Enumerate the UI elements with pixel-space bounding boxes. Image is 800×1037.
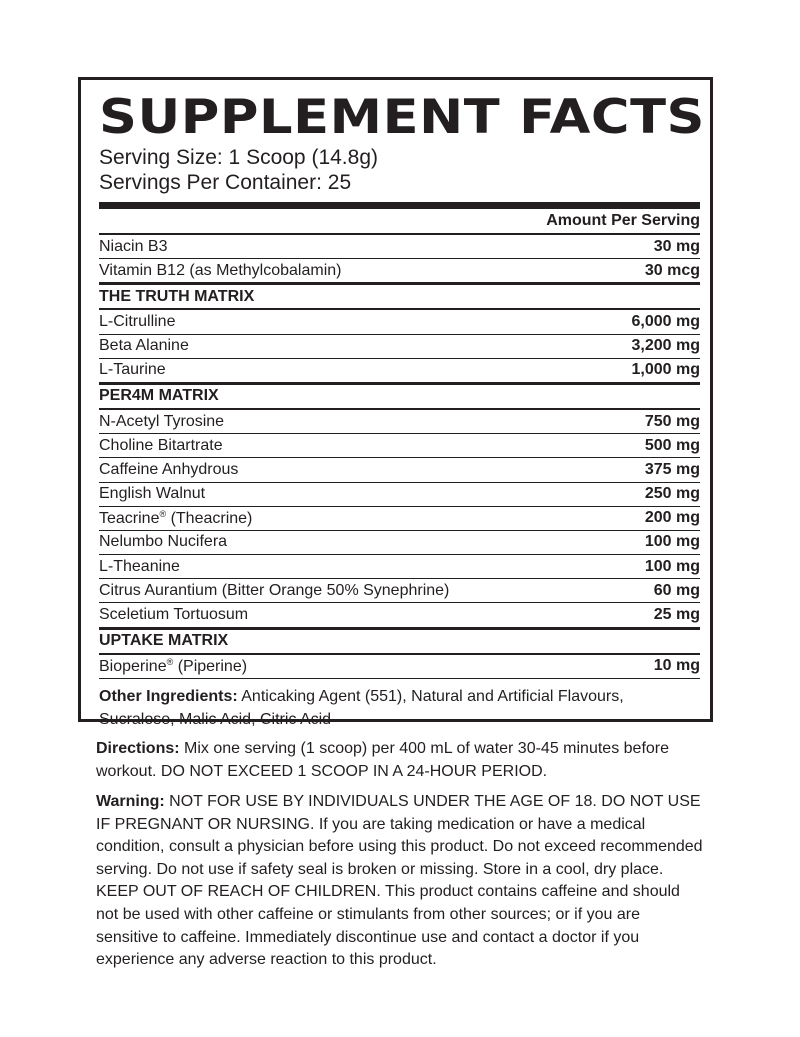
ingredient-row (99, 335, 700, 359)
section-label: THE TRUTH MATRIX (99, 287, 255, 305)
warning (96, 791, 706, 972)
ingredient-row (99, 579, 700, 603)
ingredient-amount: 30 mg (653, 237, 700, 255)
registered-mark: ® (166, 656, 174, 667)
directions-label: Directions: (96, 740, 180, 757)
ingredient-amount: 750 mg (644, 412, 700, 430)
ingredient-name-text: English Walnut (99, 485, 206, 503)
ingredient-name (99, 262, 341, 280)
directions (96, 738, 706, 783)
ingredient-name-text: Nelumbo Nucifera (99, 533, 228, 551)
servings-per-container: Servings Per Container: 25 (99, 171, 352, 194)
ingredient-name (99, 582, 449, 600)
ingredient-name-text: Sceletium Tortuosum (99, 606, 249, 624)
ingredient-name (99, 437, 223, 455)
ingredient-name (99, 361, 166, 379)
serving-info (99, 145, 700, 195)
ingredient-name (99, 558, 180, 576)
other-ingredients-label: Other Ingredients: (99, 687, 238, 705)
ingredient-name (99, 533, 227, 551)
ingredient-table (99, 235, 700, 679)
ingredient-amount: 30 mcg (644, 261, 700, 279)
ingredient-amount: 3,200 mg (631, 337, 700, 355)
ingredient-amount: 375 mg (644, 460, 700, 478)
ingredient-amount: 1,000 mg (631, 361, 700, 379)
section-header (99, 285, 700, 310)
supplement-facts-panel (78, 77, 713, 728)
ingredient-row (99, 410, 700, 434)
serving-size: Serving Size: 1 Scoop (14.8g) (99, 146, 378, 169)
ingredient-amount: 10 mg (653, 657, 700, 675)
ingredient-amount: 100 mg (644, 557, 700, 575)
other-ingredients-text: Anticaking Agent (551), Natural and Artificial Flavours, Sucralose, Malic Acid, Citric Acid (99, 687, 624, 728)
ingredient-name (99, 485, 205, 503)
ingredient-row (99, 359, 700, 385)
ingredient-name-suffix: (Theacrine) (166, 509, 253, 527)
ingredient-name-text: Citrus Aurantium (Bitter Orange 50% Synephrine) (99, 581, 450, 599)
ingredient-row (99, 507, 700, 531)
ingredient-name (99, 461, 238, 479)
directions-text: Mix one serving (1 scoop) per 400 mL of water 30-45 minutes before workout. DO NOT EXCEED 1 SCOOP IN A 24-HOUR PERIOD. (96, 740, 670, 780)
ingredient-amount: 100 mg (644, 533, 700, 551)
ingredient-amount: 250 mg (644, 485, 700, 503)
ingredient-amount: 60 mg (653, 581, 700, 599)
ingredient-name (99, 313, 175, 331)
ingredient-row (99, 458, 700, 482)
ingredient-row (99, 483, 700, 507)
ingredient-row (99, 235, 700, 259)
ingredient-row (99, 531, 700, 555)
panel-title: SUPPLEMENT FACTS (99, 90, 706, 145)
ingredient-name (99, 337, 189, 355)
other-ingredients (99, 685, 700, 731)
thick-divider (99, 202, 700, 209)
ingredient-name-text: Bioperine (99, 657, 167, 675)
ingredient-name-text: N-Acetyl Tyrosine (99, 412, 225, 430)
ingredient-name-text: Caffeine Anhydrous (99, 460, 239, 478)
ingredient-name-text: Teacrine (99, 509, 160, 527)
ingredient-name-text: L-Citrulline (99, 312, 176, 330)
ingredient-name-text: L-Taurine (99, 361, 166, 379)
ingredient-row (99, 259, 700, 285)
ingredient-name-text: Beta Alanine (99, 337, 189, 355)
ingredient-name-suffix: (Piperine) (173, 657, 248, 675)
ingredient-name (99, 606, 248, 624)
warning-text: NOT FOR USE BY INDIVIDUALS UNDER THE AGE OF 18. DO NOT USE IF PREGNANT OR NURSING. If you are taking medication or have a medical condition, consult a physician before using this product. Do not exceed recommended serving. Do not use if safety seal is broken or missing. Store in a cool, dry place. KEEP OUT OF REACH OF CHILDREN. This product contains caffeine and should not be used with other caffeine or stimulants from other sources; or if you are sensitive to caffeine. Immediately discontinue use and contact a doctor if you experience any adverse reaction to this product. (96, 793, 703, 969)
ingredient-row (99, 310, 700, 334)
ingredient-row (99, 434, 700, 458)
ingredient-row (99, 603, 700, 629)
amount-per-serving-header: Amount Per Serving (99, 209, 700, 235)
ingredient-name-text: L-Theanine (99, 557, 180, 575)
ingredient-amount: 6,000 mg (631, 312, 700, 330)
registered-mark: ® (159, 508, 167, 519)
ingredient-name-text: Choline Bitartrate (99, 436, 223, 454)
ingredient-amount: 500 mg (644, 436, 700, 454)
ingredient-row (99, 555, 700, 579)
ingredient-name (99, 657, 247, 676)
ingredient-name (99, 238, 167, 256)
section-header (99, 630, 700, 655)
ingredient-amount: 200 mg (644, 509, 700, 527)
section-header (99, 385, 700, 410)
ingredient-name (99, 509, 252, 528)
section-label: PER4M MATRIX (99, 387, 219, 405)
section-label: UPTAKE MATRIX (99, 632, 229, 650)
ingredient-amount: 25 mg (653, 606, 700, 624)
ingredient-name-text: Vitamin B12 (as Methylcobalamin) (99, 261, 342, 279)
ingredient-name-text: Niacin B3 (99, 237, 168, 255)
ingredient-name (99, 413, 224, 431)
ingredient-row (99, 655, 700, 679)
warning-label: Warning: (96, 793, 165, 810)
